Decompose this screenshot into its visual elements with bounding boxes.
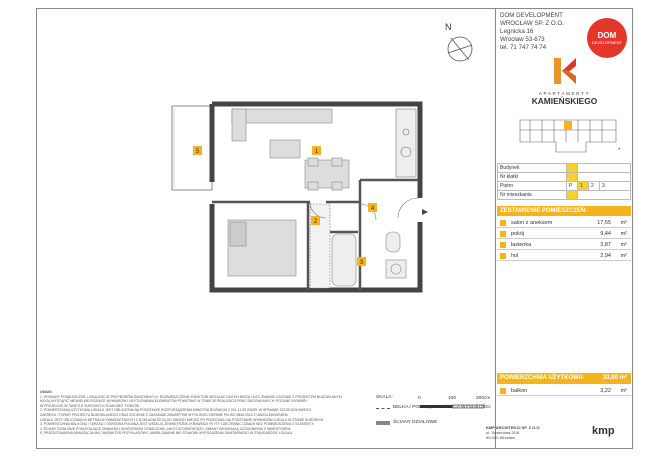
architect-info — [486, 425, 541, 440]
building-key-plan — [516, 112, 626, 158]
notes-line: W PROJEKCIE W ŚWIETLE SUROWYCH ŚCIAN BEZ TYNKÓW. — [40, 403, 140, 408]
floor-p: P — [567, 182, 578, 191]
notes-title: UWAGI: — [40, 390, 53, 394]
k-logo-icon — [550, 56, 580, 86]
scale-label: SKALA: — [376, 395, 393, 400]
balcony-area: 3,22 — [600, 388, 611, 394]
usable-area-heading — [497, 373, 631, 384]
dom-development-logo — [587, 18, 627, 58]
notes-line: 4. ŚCIANY DZIAŁOWE PODLEGAJĄCE ZMIANOM LOKATORSKIM OZNACZONO JAKO DO DEMONTAŻU; ZMIANY WYMAGAJĄ UZGODNIENIA Z INWESTOREM. — [40, 426, 292, 431]
beam-legend-swatch — [376, 408, 390, 409]
info-value — [567, 164, 578, 173]
room-row — [497, 240, 631, 250]
notes-line: 5. PRZEDSTAWIONA ARANŻACJA MA CHARAKTER PRZYKŁADOWY. UMEBLOWANIE NIE STANOWI WYPOSAŻENIA SANITARNEGO W STANDARDZIE LOKALU. — [40, 431, 294, 436]
bathtub — [332, 234, 356, 286]
architect-city: 50-020 Wrocław — [486, 435, 515, 440]
company-phone: tel. 71 747 74 74 — [500, 44, 547, 51]
info-value — [567, 191, 578, 200]
dom-logo-text: DOM — [597, 31, 617, 40]
floor-2: 2 — [589, 182, 600, 191]
usable-area-value: 33,80 — [602, 375, 618, 381]
scale-tick: 100 — [448, 396, 457, 401]
apartamenty-kamienskiego-logo — [522, 56, 607, 106]
plan-label-5: 5 — [195, 149, 200, 155]
info-label: Piętro — [498, 182, 567, 191]
architect-name: KMP ARCHITEKCI SP. Z O.O. — [486, 425, 541, 430]
room-row — [497, 251, 631, 261]
wall-legend-label: ŚCIANY DZIAŁOWE — [393, 420, 438, 425]
room-area: 17,55 — [597, 220, 611, 226]
scale-tick: 200cm — [476, 396, 491, 401]
room-unit: m² — [620, 253, 627, 259]
living-furniture — [232, 109, 349, 190]
room-unit: m² — [620, 242, 627, 248]
compass-north-label: N — [445, 22, 452, 32]
notes-line: MOGĄ WYSTĄPIĆ NIEWIELKIE RÓŻNICE WYMIARÓW I USYTUOWANIA ELEMENTÓW POWSTAŁE W TRAKCIE REALIZACJI PRAC BUDOWLANYCH. PODANE WYMIARY — [40, 399, 308, 404]
sidebar-divider — [495, 8, 496, 449]
architect-street: ul. Swobodna 31/6 — [486, 430, 520, 435]
company-address — [500, 12, 564, 52]
company-street: Legnicka 16 — [500, 28, 534, 35]
entrance-arrow-icon — [422, 209, 428, 215]
brand-line1: APARTAMENTY — [538, 91, 591, 96]
rooms-heading: ZESTAWIENIE POMIESZCZEŃ: — [497, 206, 631, 216]
kmp-logo: kmp — [592, 425, 615, 437]
balcony-outline — [172, 106, 212, 190]
wall-legend-swatch — [376, 421, 390, 425]
usable-area-unit: m² — [619, 375, 627, 381]
plan-label-2: 2 — [313, 219, 318, 225]
room-name: pokój — [511, 231, 525, 237]
room-row — [497, 218, 631, 228]
svg-text:⌖: ⌖ — [618, 146, 621, 151]
balcony-label: balkon — [511, 388, 528, 394]
washing-machine — [386, 260, 406, 278]
room-unit: m² — [620, 220, 627, 226]
unit-info-table — [497, 163, 631, 200]
info-label: Nr mieszkania — [498, 191, 567, 200]
notes-line: 2. POWIERZCHNIA UŻYTKOWA LOKALU JEST OBLICZONA NA PODSTAWIE ROZPORZĄDZENIA MINISTRA ROZWOJU Z DN. 11.09.2020R. W SPRAWIE SZCZEGÓŁOWEGO — [40, 408, 312, 413]
room-area: 9,44 — [600, 231, 611, 237]
room-name: hol — [511, 253, 519, 259]
compass-icon — [445, 34, 475, 64]
balcony-row — [497, 386, 631, 396]
bed — [228, 220, 296, 276]
info-label: Nr klatki — [498, 173, 567, 182]
room-area: 3,87 — [600, 242, 611, 248]
unit-highlight — [564, 121, 572, 130]
plan-label-4: 4 — [370, 206, 375, 212]
scale-tick: 0 — [418, 396, 421, 401]
room-unit: m² — [620, 231, 627, 237]
floor-plan — [160, 92, 440, 302]
notes-block — [40, 390, 400, 436]
dom-logo-sub: DEVELOPMENT — [591, 40, 623, 45]
usable-area-label: POWIERZCHNIA UŻYTKOWA: — [500, 375, 585, 381]
room-area: 2,94 — [600, 253, 611, 259]
room-name: łazienka — [511, 242, 532, 248]
notes-line: LOKALU JEST OBLICZANA W METRACH KWADRATOWYCH Z DOKŁADNOŚCIĄ DO DWÓCH MIEJSC PO PRZECINKU NA PODSTAWIE WYMIARÓW LOKALU W STANIE SUROWYM. — [40, 417, 325, 422]
company-city: Wrocław 53-673 — [500, 36, 545, 43]
notes-line: ZAKRESU I FORMY PROJEKTU BUDOWLANEGO ORAZ ZGODNIE Z ZASADAMI ZAWARTYMI W POLSKIEJ NORMIE PN-ISO 9836:2015 Z UWZGLĘDNIENIEM — [40, 412, 288, 417]
notes-line: 1. WYMIARY POMIESZCZEŃ, LOKALIZACJE PRZYBORÓW SANITARNYCH, ROZMIESZCZENIE PUNKTÓW INSTALACYJNYCH MOGĄ ULEC ZMIANIE ZGODNIE Z PROJEKTEM BUDOWLANYM. — [40, 394, 343, 399]
floor-3: 3 — [600, 182, 631, 191]
plan-label-3: 3 — [359, 260, 364, 266]
room-name: salon z aneksem — [511, 220, 553, 226]
info-value — [567, 173, 578, 182]
info-label: Budynek — [498, 164, 567, 173]
company-name: DOM DEVELOPMENT — [500, 12, 563, 19]
plan-label-1: 1 — [314, 149, 319, 155]
toilet — [386, 232, 400, 252]
room-row — [497, 229, 631, 239]
floor-1: 1 — [578, 182, 589, 191]
company-name-2: WROCŁAW SP. Z O.O. — [500, 20, 564, 27]
kitchen-counter — [396, 109, 416, 177]
notes-line: 3. POWIERZCHNIA BALKONU / TARASU / OGRÓDKA PODANA JEST WEDŁUG ZEWNĘTRZNEJ KRAWĘDZI PŁYTY LUB GRANIC DZIAŁKI BEZ POMNIEJSZENIA O ELEMENTY. — [40, 422, 315, 427]
brand-line2: KAMIEŃSKIEGO — [531, 96, 598, 106]
beam-legend-label: BELKA / PODCIĄG / RÓŻNICA WYSOKOŚCI — [393, 405, 491, 410]
balcony-unit: m² — [620, 388, 627, 394]
